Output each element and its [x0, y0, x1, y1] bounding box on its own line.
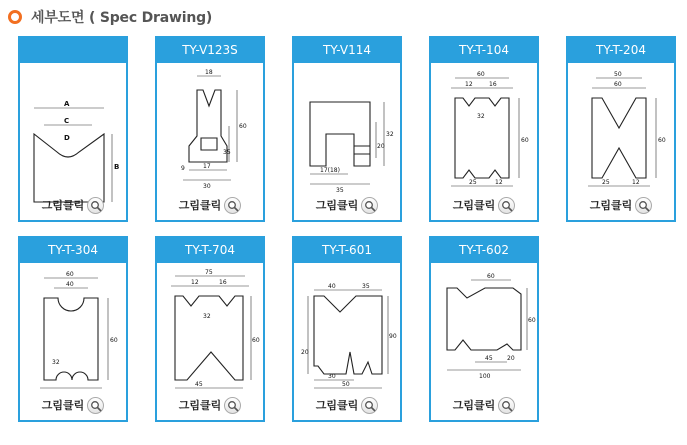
dim-label: 60 — [110, 337, 118, 344]
spec-drawing[interactable] — [435, 266, 536, 394]
dim-label: 12 — [465, 81, 473, 88]
dim-label: 30 — [203, 183, 211, 190]
dim-label: 90 — [389, 333, 397, 340]
magnifier-icon[interactable] — [224, 197, 241, 214]
zoom-label: 그림클릭 — [178, 399, 222, 412]
zoom-label: 그림클릭 — [41, 399, 85, 412]
spec-card-ty-t-204[interactable] — [566, 36, 676, 222]
zoom-label: 그림클릭 — [315, 399, 359, 412]
zoom-button[interactable] — [157, 195, 263, 215]
dim-label: 32 — [52, 359, 60, 366]
spec-card-generic[interactable] — [18, 36, 128, 222]
zoom-button[interactable] — [157, 395, 263, 415]
dim-label: 35 — [362, 283, 370, 290]
spec-card-ty-t-601[interactable] — [292, 236, 402, 422]
spec-drawing[interactable] — [161, 66, 259, 194]
spec-drawing[interactable] — [298, 66, 396, 194]
spec-drawing[interactable] — [435, 66, 533, 194]
dim-label: 17 — [203, 163, 211, 170]
card-title — [20, 38, 126, 63]
spec-drawing[interactable] — [298, 266, 396, 394]
dim-label: 18 — [205, 69, 213, 76]
dim-label: 12 — [632, 179, 640, 186]
dim-label: 45 — [195, 381, 203, 388]
card-title: TY-T-601 — [294, 238, 400, 263]
spec-card-ty-t-304[interactable] — [18, 236, 128, 422]
magnifier-icon[interactable] — [87, 197, 104, 214]
dim-label: 60 — [521, 137, 529, 144]
dim-label: 60 — [614, 81, 622, 88]
card-title: TY-T-204 — [568, 38, 674, 63]
dim-label: 100 — [479, 373, 491, 380]
card-title: TY-T-104 — [431, 38, 537, 63]
dim-label: 40 — [66, 281, 74, 288]
zoom-label: 그림클릭 — [315, 199, 359, 212]
zoom-button[interactable] — [20, 395, 126, 415]
dim-label: 20 — [377, 143, 385, 150]
zoom-button[interactable] — [431, 395, 537, 415]
dim-label: 16 — [219, 279, 227, 286]
magnifier-icon[interactable] — [635, 197, 652, 214]
card-title: TY-T-304 — [20, 238, 126, 263]
dim-label: C — [64, 117, 70, 125]
card-title: TY-T-704 — [157, 238, 263, 263]
dim-label: 60 — [487, 273, 495, 280]
dim-label: 60 — [66, 271, 74, 278]
dim-label: 12 — [191, 279, 199, 286]
dim-label: 20 — [301, 349, 309, 356]
zoom-button[interactable] — [20, 195, 126, 215]
spec-drawing[interactable] — [24, 66, 122, 194]
dim-label: 32 — [386, 131, 394, 138]
zoom-button[interactable] — [294, 195, 400, 215]
dim-label: 60 — [252, 337, 260, 344]
dim-label: 60 — [528, 317, 536, 324]
bullet-icon — [8, 10, 22, 24]
card-title: TY-V114 — [294, 38, 400, 63]
zoom-label: 그림클릭 — [178, 199, 222, 212]
dim-label: 60 — [658, 137, 666, 144]
magnifier-icon[interactable] — [498, 197, 515, 214]
magnifier-icon[interactable] — [361, 397, 378, 414]
dim-label: 9 — [181, 165, 185, 172]
section-header — [8, 5, 212, 29]
dim-label: 75 — [205, 269, 213, 276]
spec-card-ty-t-704[interactable] — [155, 236, 265, 422]
dim-label: 25 — [602, 179, 610, 186]
card-title: TY-T-602 — [431, 238, 537, 263]
zoom-label: 그림클릭 — [452, 199, 496, 212]
zoom-button[interactable] — [568, 195, 674, 215]
zoom-label: 그림클릭 — [452, 399, 496, 412]
dim-label: 16 — [489, 81, 497, 88]
dim-label: 25 — [469, 179, 477, 186]
dim-label: A — [64, 100, 70, 108]
spec-drawing[interactable] — [572, 66, 670, 194]
magnifier-icon[interactable] — [87, 397, 104, 414]
dim-label: 35 — [336, 187, 344, 194]
dim-label: D — [64, 134, 70, 142]
dim-label: 60 — [239, 123, 247, 130]
spec-card-ty-t-104[interactable] — [429, 36, 539, 222]
spec-drawing[interactable] — [161, 266, 259, 394]
dim-label: 60 — [477, 71, 485, 78]
dim-label: 32 — [477, 113, 485, 120]
spec-card-ty-v123s[interactable] — [155, 36, 265, 222]
magnifier-icon[interactable] — [498, 397, 515, 414]
dim-label: 35 — [223, 149, 231, 156]
dim-label: 50 — [614, 71, 622, 78]
magnifier-icon[interactable] — [224, 397, 241, 414]
dim-label: 12 — [495, 179, 503, 186]
dim-label: 45 — [485, 355, 493, 362]
dim-label: 20 — [507, 355, 515, 362]
section-title: 세부도면 ( Spec Drawing) — [31, 10, 213, 26]
card-title: TY-V123S — [157, 38, 263, 63]
dim-label: 32 — [203, 313, 211, 320]
dim-label: 30 — [328, 373, 336, 380]
spec-drawing[interactable] — [24, 266, 122, 394]
magnifier-icon[interactable] — [361, 197, 378, 214]
spec-card-ty-t-602[interactable] — [429, 236, 539, 422]
zoom-label: 그림클릭 — [41, 199, 85, 212]
spec-card-ty-v114[interactable] — [292, 36, 402, 222]
zoom-button[interactable] — [431, 195, 537, 215]
dim-label: B — [114, 163, 120, 171]
dim-label: 40 — [328, 283, 336, 290]
dim-label: 17(18) — [320, 167, 340, 174]
zoom-button[interactable] — [294, 395, 400, 415]
zoom-label: 그림클릭 — [589, 199, 633, 212]
dim-label: 50 — [342, 381, 350, 388]
